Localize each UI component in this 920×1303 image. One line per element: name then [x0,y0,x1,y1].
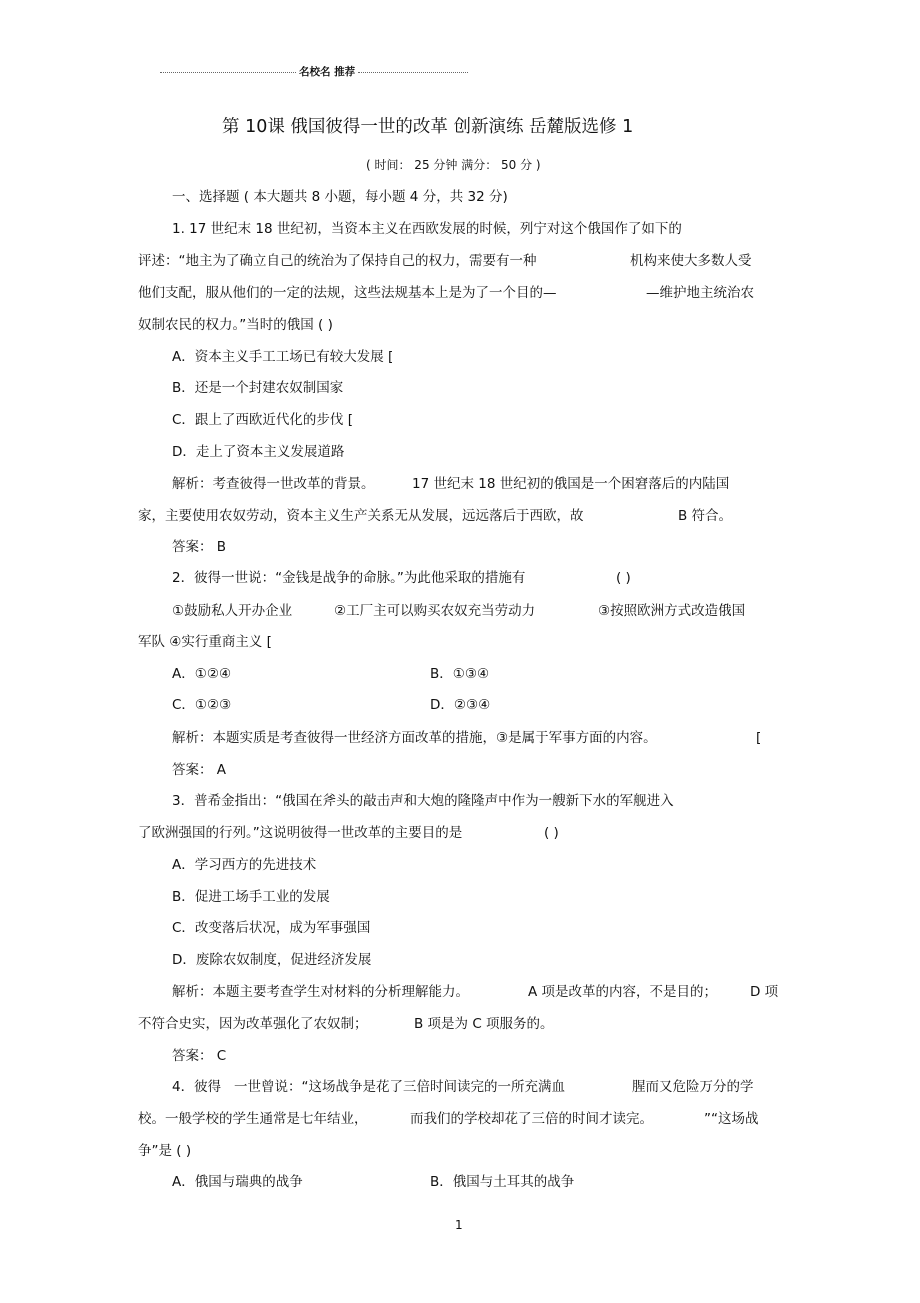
section-heading: 一、选择题 ( 本大题共 8 小题，每小题 4 分，共 32 分) [172,189,508,205]
q3-option-c: C．改变落后状况，成为军事强国 [172,920,371,936]
q3-analysis-line1b: A 项是改革的内容，不是目的； [528,984,718,1000]
header-rule-right [358,72,468,73]
q4-stem-line1a: 4．彼得 [172,1079,222,1095]
q3-option-d: D．废除农奴制度，促进经济发展 [172,952,372,968]
q2-item-line2: 军队 ④实行重商主义 [ [138,634,272,650]
q2-option-d: D．②③④ [430,697,491,713]
q3-analysis-line2a: 不符合史实，因为改革强化了农奴制； [138,1016,368,1032]
q4-option-b: B．俄国与土耳其的战争 [430,1174,575,1190]
q3-analysis-line1c: D 项 [750,984,779,1000]
q4-option-a: A．俄国与瑞典的战争 [172,1174,303,1190]
q1-stem-line2a: 评述：“地主为了确立自己的统治为了保持自己的权力，需要有一种 [138,253,537,269]
q1-option-b: B．还是一个封建农奴制国家 [172,380,344,396]
q3-analysis-line1a: 解析：本题主要考查学生对材料的分析理解能力。 [172,984,469,1000]
page-title: 第 10课 俄国彼得一世的改革 创新演练 岳麓版选修 1 [222,117,634,137]
header-text: 名校名 推荐 [299,66,356,78]
q4-stem-line3: 争”是 ( ) [138,1143,192,1159]
q1-stem-line1: 1. 17 世纪末 18 世纪初，当资本主义在西欧发展的时候，列宁对这个俄国作了如下的 [172,221,682,237]
q3-stem-line2a: 了欧洲强国的行列。”这说明彼得一世改革的主要目的是 [138,825,463,841]
q3-answer: 答案： C [172,1048,227,1064]
q1-stem-line2b: 机构来使大多数人受 [630,253,752,269]
page-number: 1 [455,1218,463,1232]
q1-analysis-line2a: 家，主要使用农奴劳动，资本主义生产关系无从发展，远远落后于西欧，故 [138,508,584,524]
q4-stem-line2a: 校。一般学校的学生通常是七年结业， [138,1111,368,1127]
q2-item2: ②工厂主可以购买农奴充当劳动力 [334,603,536,619]
q2-analysis-bracket: [ [756,730,762,746]
q3-analysis-line2b: B 项是为 C 项服务的。 [414,1016,554,1032]
q4-stem-line1b: 一世曾说：“这场战争是花了三倍时间读完的一所充满血 [234,1079,565,1095]
q1-stem-line4: 奴制农民的权力。”当时的俄国 ( ) [138,317,333,333]
q4-stem-line2b: 而我们的学校却花了三倍的时间才读完。 [410,1111,653,1127]
q1-option-c: C．跟上了西欧近代化的步伐 [ [172,412,353,428]
page-header [160,64,470,80]
q2-stem-a: 2．彼得一世说：“金钱是战争的命脉。”为此他采取的措施有 [172,570,526,586]
q1-analysis-line1b: 17 世纪末 18 世纪初的俄国是一个困窘落后的内陆国 [412,476,730,492]
q2-item3: ③按照欧洲方式改造俄国 [598,603,746,619]
q3-option-b: B．促进工场手工业的发展 [172,889,330,905]
q1-option-a: A．资本主义手工工场已有较大发展 [ [172,349,394,365]
header-rule-left [160,72,296,73]
q1-stem-line3a: 他们支配，服从他们的一定的法规，这些法规基本上是为了一个目的— [138,285,557,301]
q3-stem-line1: 3．普希金指出：“俄国在斧头的敲击声和大炮的隆隆声中作为一艘新下水的军舰进入 [172,793,674,809]
q1-option-d: D．走上了资本主义发展道路 [172,444,345,460]
q1-answer: 答案： B [172,539,227,555]
q2-option-a: A．①②④ [172,666,232,682]
q3-stem-line2b: ( ) [544,825,559,841]
q1-stem-line3b: —维护地主统治农 [646,285,754,301]
q1-analysis-line2b: B 符合。 [678,508,733,524]
q2-analysis: 解析：本题实质是考查彼得一世经济方面改革的措施，③是属于军事方面的内容。 [172,730,657,746]
q2-option-b: B．①③④ [430,666,490,682]
q1-analysis-line1a: 解析：考查彼得一世改革的背景。 [172,476,375,492]
q2-stem-b: ( ) [616,570,631,586]
q4-stem-line2c: ”“这场战 [704,1111,759,1127]
q2-item1: ①鼓励私人开办企业 [172,603,293,619]
q2-option-c: C．①②③ [172,697,232,713]
subtitle: ( 时间： 25 分钟 满分： 50 分 ) [366,158,541,172]
q4-stem-line1c: 腥而又危险万分的学 [632,1079,754,1095]
q3-option-a: A．学习西方的先进技术 [172,857,317,873]
q2-answer: 答案： A [172,762,227,778]
